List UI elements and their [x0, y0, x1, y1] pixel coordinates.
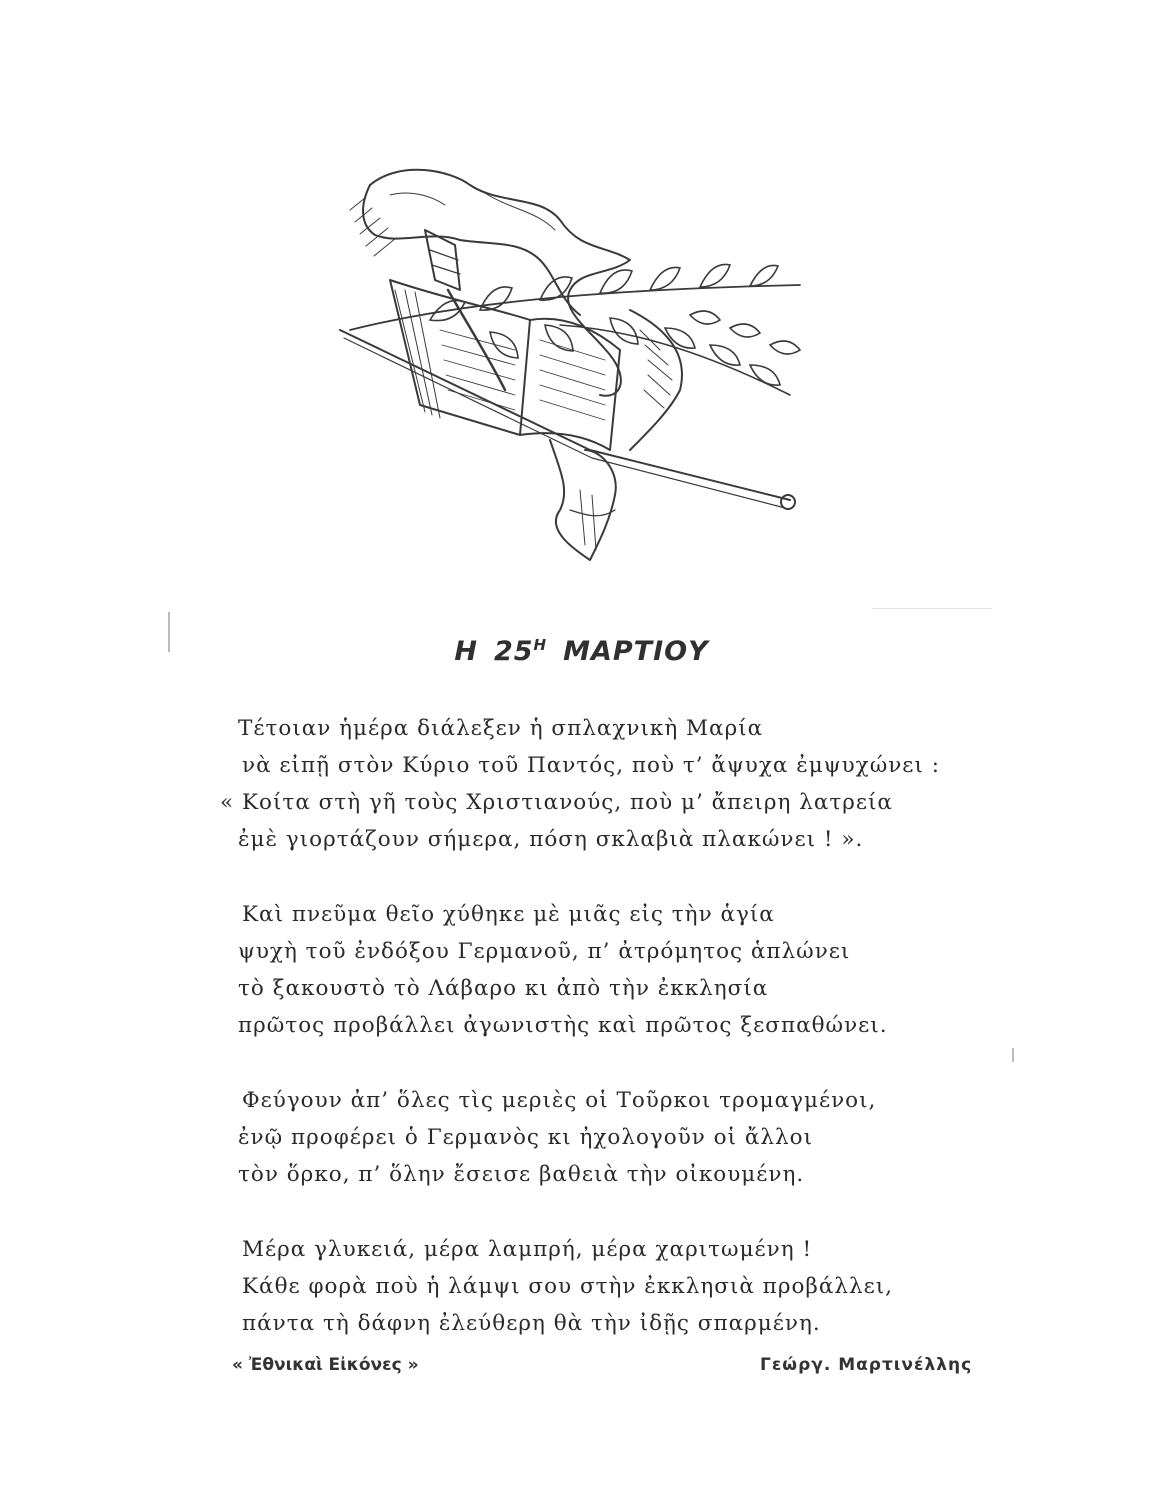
poem-title	[0, 636, 1163, 667]
stanza	[238, 1082, 938, 1193]
poem-line: « Κοίτα στὴ γῆ τοὺς Χριστιανούς, ποὺ μ’ ἄπειρη λατρεία	[220, 790, 893, 815]
poem-line: πρῶτος προβάλλει ἀγωνιστὴς καὶ πρῶτος ξεσπαθώνει.	[238, 1013, 888, 1038]
poem-line: ἐνῷ προφέρει ὁ Γερμανὸς κι ἠχολογοῦν οἱ ἄλλοι	[238, 1125, 814, 1150]
poem-line: Τέτοιαν ἡμέρα διάλεξεν ἡ σπλαχνικὴ Μαρία	[238, 716, 764, 741]
poem-line: Καὶ πνεῦμα θεῖο χύθηκε μὲ μιᾶς εἰς τὴν ἁγία	[242, 902, 775, 927]
poem-line: Φεύγουν ἀπ’ ὅλες τὶς μεριὲς οἱ Τοῦρκοι τρομαγμένοι,	[242, 1088, 877, 1113]
poem-line: τὸν ὅρκο, π’ ὅλην ἔσεισε βαθειὰ τὴν οἰκουμένη.	[238, 1162, 805, 1187]
scan-speck	[168, 612, 170, 652]
title-number: 25	[493, 636, 534, 667]
poem-line: Μέρα γλυκειά, μέρα λαμπρή, μέρα χαριτωμένη !	[242, 1237, 813, 1262]
poem-body	[220, 710, 940, 1380]
poem-line: ἐμὲ γιορτάζουν σήμερα, πόση σκλαβιὰ πλακώνει ! ».	[238, 827, 864, 852]
stanza	[238, 1231, 938, 1342]
stanza	[220, 710, 940, 858]
scan-speck	[872, 608, 992, 609]
stanza	[238, 896, 938, 1044]
poem-line: τὸ ξακουστὸ τὸ Λάβαρο κι ἀπὸ τὴν ἐκκλησία	[238, 976, 769, 1001]
poem-line: πάντα τὴ δάφνη ἐλεύθερη θὰ τὴν ἰδῇς σπαρμένη.	[242, 1311, 821, 1336]
poem-line: νὰ εἰπῇ στὸν Κύριο τοῦ Παντός, ποὺ τ’ ἄψυχα ἐμψυχώνει :	[242, 753, 940, 778]
source-credit: « Ἐθνικαὶ Εἰκόνες »	[232, 1355, 419, 1375]
poem-line: Κάθε φορὰ ποὺ ἡ λάμψι σου στὴν ἐκκλησιὰ προβάλλει,	[242, 1274, 894, 1299]
poem-line: ψυχὴ τοῦ ἐνδόξου Γερμανοῦ, π’ ἀτρόμητος ἁπλώνει	[238, 939, 851, 964]
title-word: ΜΑΡΤΙΟΥ	[563, 636, 709, 667]
title-ordinal: Η	[533, 636, 548, 654]
scan-speck	[1012, 1048, 1014, 1062]
title-prefix: Η	[454, 636, 478, 667]
book-sword-laurel-flag-icon	[330, 150, 820, 580]
author-signature: Γεώργ. Μαρτινέλλης	[760, 1355, 973, 1375]
